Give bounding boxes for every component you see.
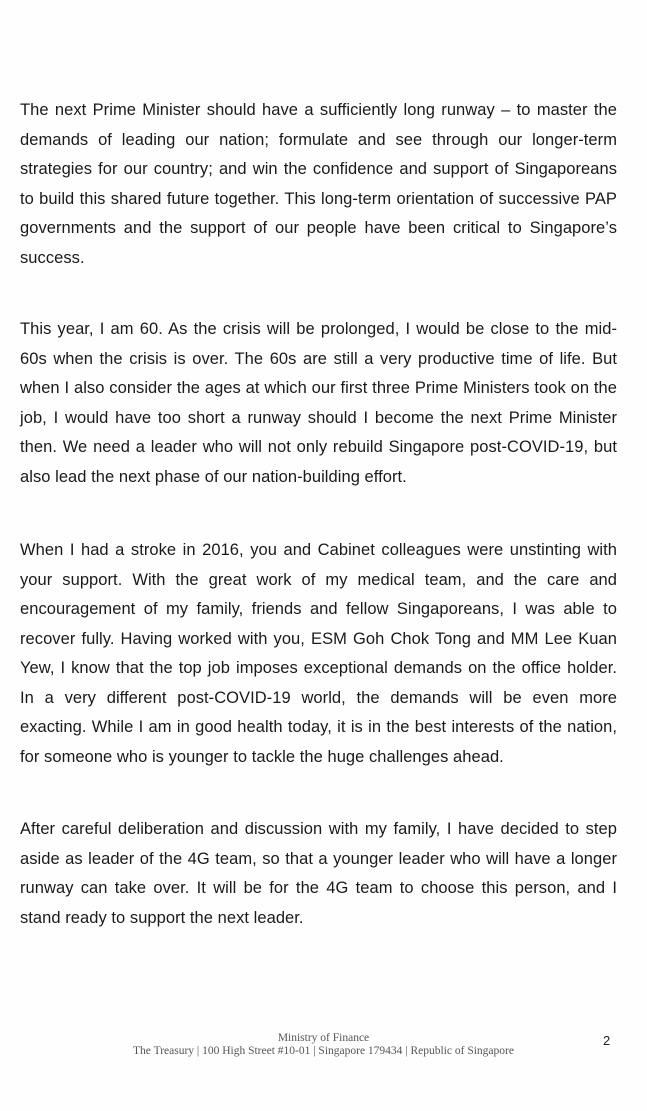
footer-address: The Treasury | 100 High Street #10-01 | Singapore 179434 | Republic of Singapore bbox=[133, 1045, 514, 1057]
page-number: 2 bbox=[603, 1033, 611, 1048]
paragraph-age: This year, I am 60. As the crisis will be prolonged, I would be close to the mid-60s when the crisis is over. The 60s are still a very productive time of life. But when I also consider the ages at which our first three Prime Ministers took on the job, I would have too short a runway should I become the next Prime Minister then. We need a leader who will not only rebuild Singapore post-COVID-19, but also lead the next phase of our nation-building effort. bbox=[20, 320, 617, 486]
footer-organization: Ministry of Finance bbox=[277, 1032, 370, 1044]
paragraph-decision: After careful deliberation and discussion with my family, I have decided to step aside as leader of the 4G team, so that a younger leader who will have a longer runway can take over. It will be for the 4G team to choose this person, and I stand ready to support the next leader. bbox=[20, 820, 617, 927]
paragraph-runway: The next Prime Minister should have a sufficiently long runway – to master the demands of leading our nation; formulate and see through our longer-term strategies for our country; and win the confidence and support of Singaporeans to build this shared future together. This long-term orientation of successive PAP governments and the support of our people have been critical to Singapore’s success. bbox=[20, 101, 617, 267]
paragraph-health: When I had a stroke in 2016, you and Cabinet colleagues were unstinting with your support. With the great work of my medical team, and the care and encouragement of my family, friends and fellow Singaporeans, I was able to recover fully. Having worked with you, ESM Goh Chok Tong and MM Lee Kuan Yew, I know that the top job imposes exceptional demands on the office holder. In a very different post-COVID-19 world, the demands will be even more exacting. While I am in good health today, it is in the best interests of the nation, for someone who is younger to tackle the huge challenges ahead. bbox=[20, 541, 617, 766]
